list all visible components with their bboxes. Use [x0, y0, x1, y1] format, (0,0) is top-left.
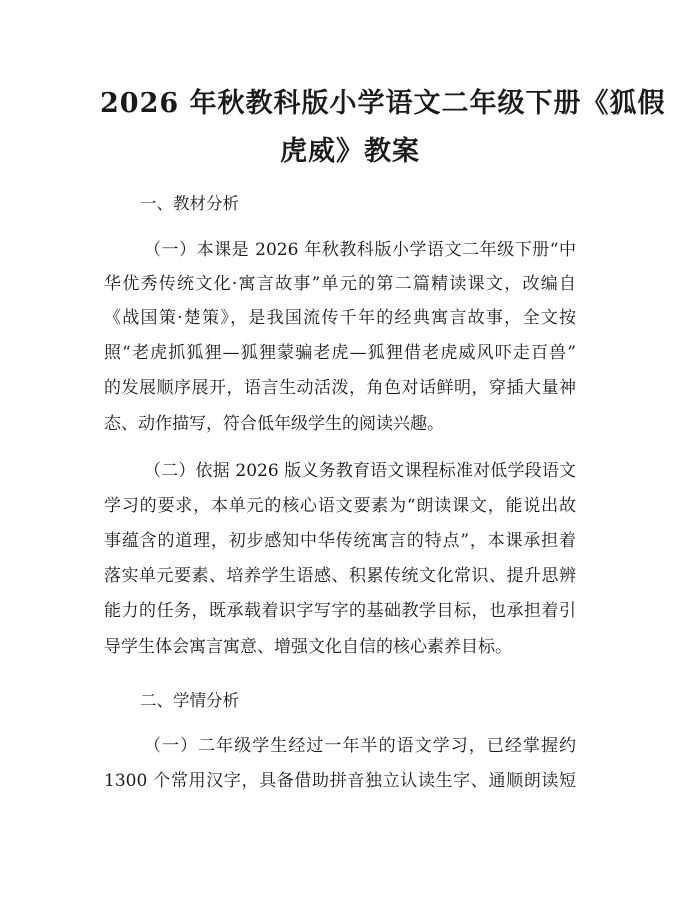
- paragraph-line: 《战国策·楚策》，是我国流传千年的经典寓言故事，全文按: [104, 308, 576, 328]
- paragraph-line: 华优秀传统文化·寓言故事”单元的第二篇精读课文，改编自: [104, 274, 576, 294]
- section-heading-learner-analysis: 二、学情分析: [140, 691, 239, 710]
- paragraph-line: 落实单元要素、培养学生语感、积累传统文化常识、提升思辨: [104, 566, 576, 586]
- paragraph-line: 导学生体会寓言寓意、增强文化自信的核心素养目标。: [104, 637, 512, 657]
- paragraph-line: 态、动作描写，符合低年级学生的阅读兴趣。: [104, 414, 444, 434]
- paragraph-line: （二）依据 2026 版义务教育语文课程标准对低学段语文: [144, 461, 576, 481]
- paragraph-line: （一）二年级学生经过一年半的语文学习，已经掌握约: [144, 736, 576, 756]
- paragraph-line: （一）本课是 2026 年秋教科版小学语文二年级下册“中: [144, 240, 576, 260]
- paragraph-line: 学习的要求，本单元的核心语文要素为“朗读课文，能说出故: [104, 496, 576, 516]
- paragraph-line: 照“老虎抓狐狸—狐狸蒙骗老虎—狐狸借老虎威风吓走百兽”: [104, 343, 576, 363]
- document-title-line-1: 2026 年秋教科版小学语文二年级下册《狐假: [100, 88, 666, 119]
- paragraph-line: 1300 个常用汉字，具备借助拼音独立认读生字、通顺朗读短: [104, 771, 576, 791]
- paragraph-line: 事蕴含的道理，初步感知中华传统寓言的特点”，本课承担着: [104, 531, 576, 551]
- document-title-line-2: 虎威》教案: [280, 136, 420, 167]
- paragraph-line: 的发展顺序展开，语言生动活泼，角色对话鲜明，穿插大量神: [104, 378, 576, 398]
- section-heading-teaching-material: 一、教材分析: [140, 194, 239, 213]
- paragraph-line: 能力的任务，既承载着识字写字的基础教学目标，也承担着引: [104, 601, 576, 621]
